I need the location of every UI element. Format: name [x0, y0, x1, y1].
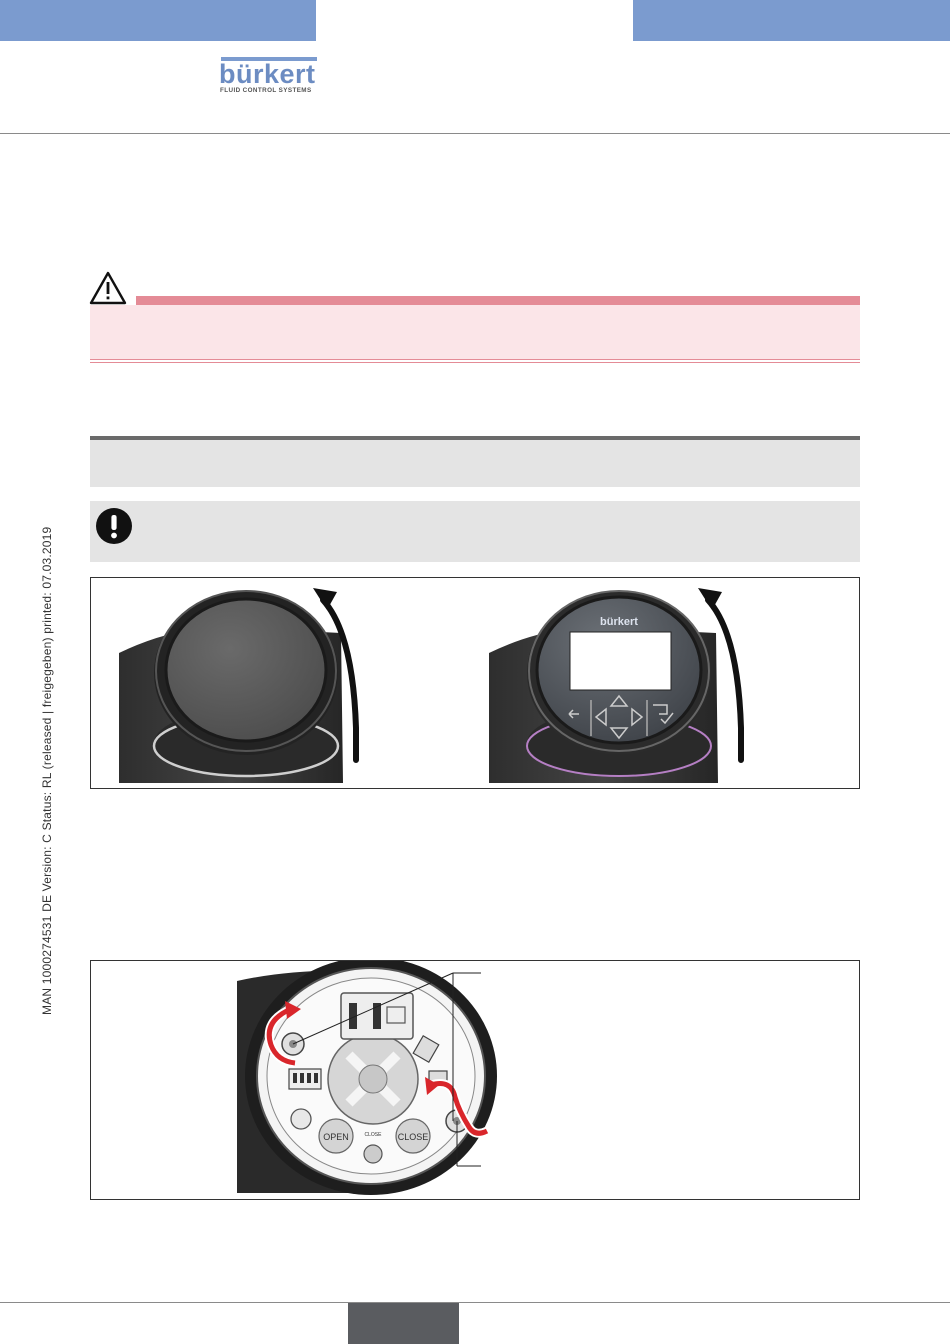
- header-rule: [0, 133, 950, 134]
- section-header-box: [90, 440, 860, 487]
- exclamation-circle-icon: [95, 507, 133, 545]
- brand-logo: [219, 57, 319, 97]
- warning-bottom-rule-2: [90, 362, 860, 363]
- figure-cover-illustration: [91, 578, 859, 788]
- close-knob-label: CLOSE: [364, 1132, 382, 1138]
- warning-box: [90, 305, 860, 360]
- figure-electronics-module: [90, 960, 860, 1200]
- warning-triangle-icon: [88, 270, 128, 306]
- device-with-cover: [119, 591, 343, 783]
- figure-cover-removal: [90, 577, 860, 789]
- header-bar-right: [633, 0, 950, 41]
- logo-wordmark: bürkert: [219, 59, 316, 89]
- rotate-arrow-head: [313, 588, 337, 610]
- rotate-arrow-head-2: [698, 588, 722, 610]
- logo-tagline: FLUID CONTROL SYSTEMS: [220, 87, 312, 94]
- document-status-text: MAN 1000274531 DE Version: C Status: RL (released | freigegeben) printed: 07.03.2019: [40, 526, 54, 1015]
- footer-rule: [0, 1302, 950, 1303]
- close-button-label: CLOSE: [397, 1132, 429, 1142]
- warning-header-stripe: [136, 296, 860, 305]
- display-brand-label: bürkert: [600, 616, 638, 628]
- warning-bottom-rule: [90, 359, 860, 360]
- open-button-label: OPEN: [323, 1132, 349, 1142]
- note-box: [90, 501, 860, 562]
- figure-module-illustration: [91, 961, 859, 1199]
- header-bar-left: [0, 0, 316, 41]
- page-number-tab: [348, 1303, 459, 1344]
